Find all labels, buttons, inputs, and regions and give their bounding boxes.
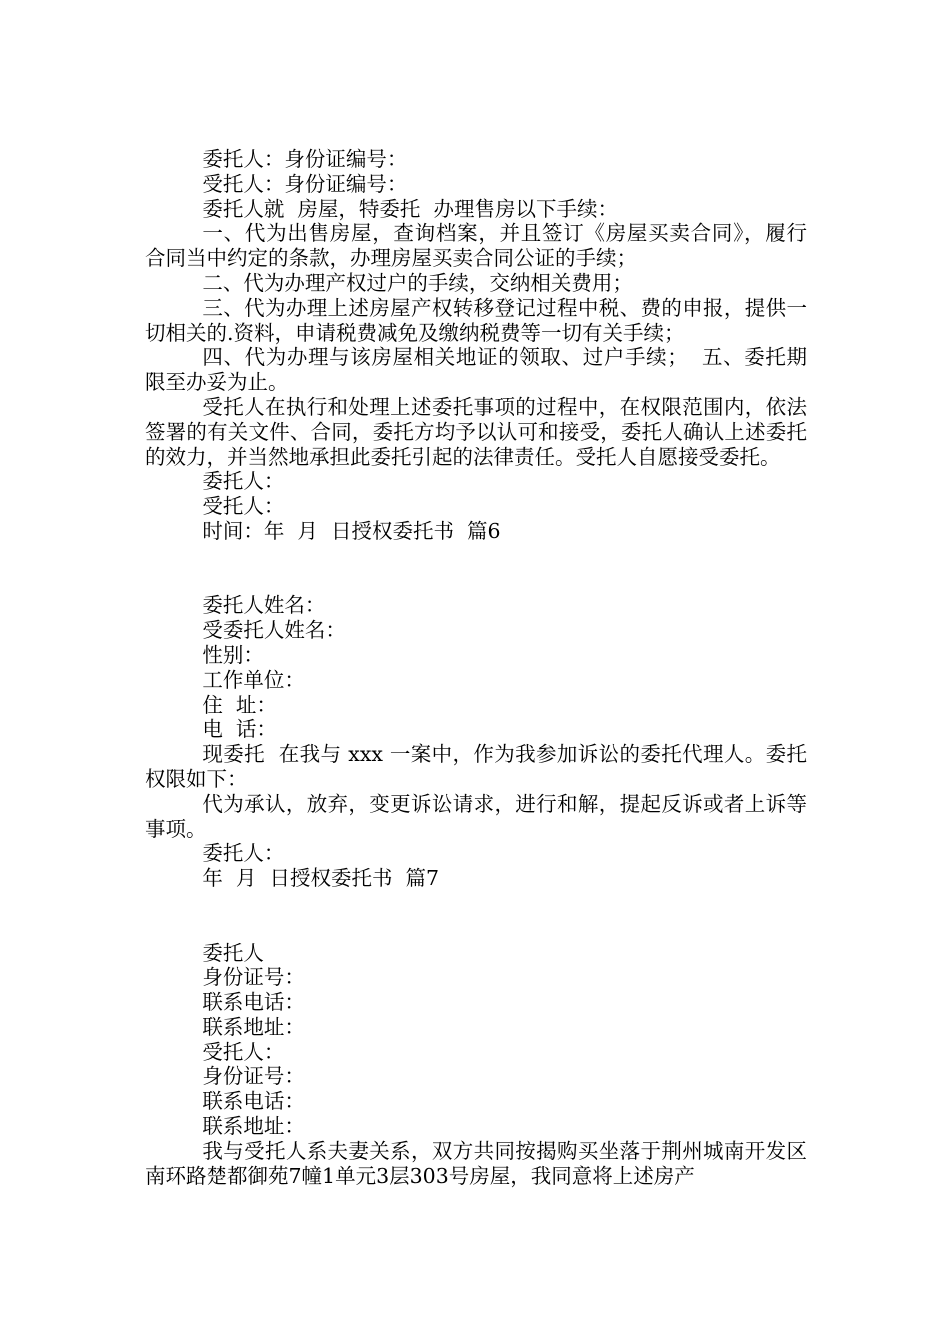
paragraph: 受托人：身份证编号： — [202, 171, 408, 196]
paragraph: 三、代为办理上述房屋产权转移登记过程中税、费的申报，提供一切相关的.资料，申请税费减免及缴纳税费等一切有关手续； — [145, 295, 807, 345]
paragraph: 受托人： — [202, 494, 285, 519]
paragraph: 一、代为出售房屋，查询档案，并且签订《房屋买卖合同》，履行合同当中约定的条款，办理房屋买卖合同公证的手续； — [145, 221, 807, 271]
paragraph: 性别： — [202, 642, 264, 667]
paragraph: 四、代为办理与该房屋相关地证的领取、过户手续； 五、委托期限至办妥为止。 — [145, 345, 807, 395]
paragraph: 委托人就 房屋，特委托 办理售房以下手续： — [202, 196, 618, 221]
paragraph: 联系电话： — [202, 990, 305, 1015]
paragraph: 我与受托人系夫妻关系，双方共同按揭购买坐落于荆州城南开发区南环路楚都御苑7幢1单元3层303号房屋，我同意将上述房产 — [145, 1138, 807, 1188]
section-1 — [145, 147, 807, 544]
paragraph: 委托人 — [202, 940, 264, 965]
paragraph: 受托人在执行和处理上述委托事项的过程中，在权限范围内，依法签署的有关文件、合同，委托方均予以认可和接受，委托人确认上述委托的效力，并当然地承担此委托引起的法律责任。受托人自愿接受委托。 — [145, 394, 807, 469]
paragraph: 住 址： — [202, 692, 277, 717]
section-heading-line: 年 月 日授权委托书 篇7 — [202, 866, 440, 891]
paragraph: 委托人： — [202, 841, 285, 866]
paragraph: 委托人：身份证编号： — [202, 147, 408, 171]
document-page — [145, 147, 807, 1188]
paragraph: 受托人： — [202, 1039, 285, 1064]
paragraph: 身份证号： — [202, 1064, 305, 1089]
paragraph: 受委托人姓名： — [202, 618, 346, 643]
paragraph: 委托人： — [202, 469, 285, 494]
paragraph: 身份证号： — [202, 965, 305, 990]
section-gap — [145, 891, 807, 941]
section-3 — [145, 941, 807, 1189]
paragraph: 工作单位： — [202, 667, 305, 692]
paragraph: 现委托 在我与 xxx 一案中，作为我参加诉讼的委托代理人。委托权限如下： — [145, 742, 807, 791]
paragraph: 电 话： — [202, 717, 277, 742]
paragraph: 二、代为办理产权过户的手续，交纳相关费用； — [202, 270, 633, 295]
section-heading-line: 时间：年 月 日授权委托书 篇6 — [202, 518, 501, 543]
paragraph: 联系电话： — [202, 1089, 305, 1114]
paragraph: 代为承认，放弃，变更诉讼请求，进行和解，提起反诉或者上诉等事项。 — [145, 791, 807, 841]
section-gap — [145, 544, 807, 594]
paragraph: 联系地址： — [202, 1014, 305, 1039]
paragraph: 联系地址： — [202, 1114, 305, 1139]
section-2 — [145, 593, 807, 891]
paragraph: 委托人姓名： — [202, 593, 326, 618]
